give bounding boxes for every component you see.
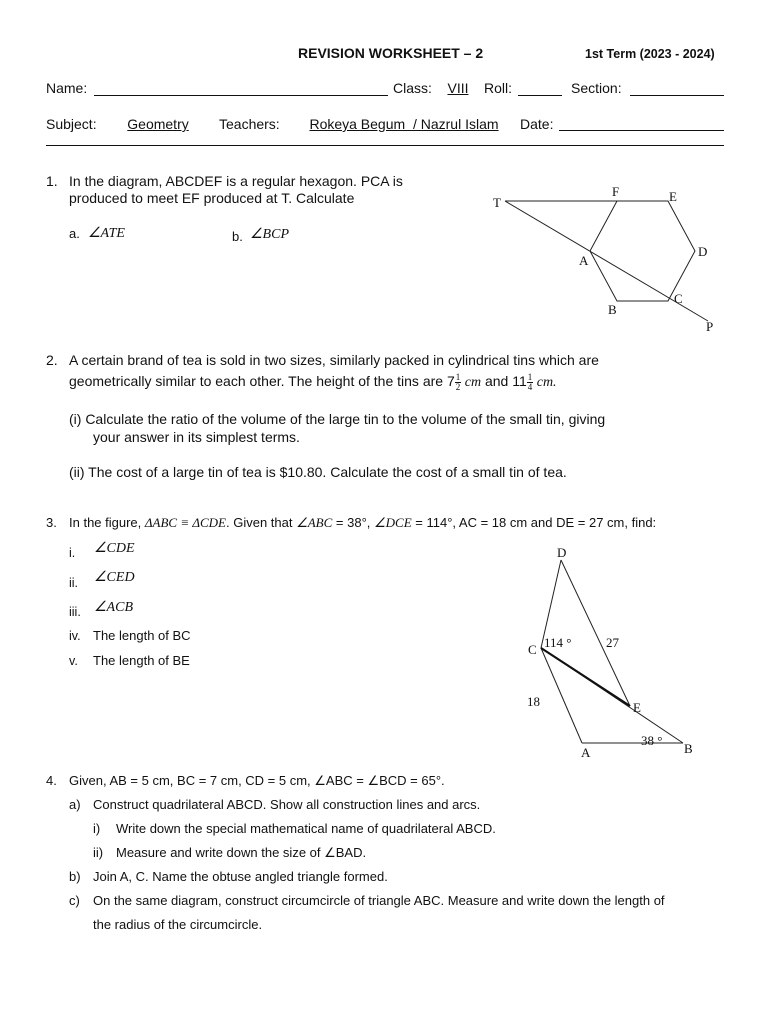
point-b-label: B: [684, 741, 693, 756]
teachers-label: Teachers:: [219, 116, 280, 132]
q3-item-text: The length of BC: [93, 628, 191, 643]
q1-number: 1.: [46, 173, 58, 189]
fraction-quarter-den: 4: [527, 382, 533, 392]
point-c-label: C: [674, 291, 683, 306]
point-e-label: E: [669, 189, 677, 204]
side-de-label: 27: [606, 635, 619, 650]
q2-part-i-line1: (i) Calculate the ratio of the volume of the large tin to the volume of the small tin, giving: [69, 411, 606, 427]
q3-intro-a: In the figure,: [69, 515, 145, 530]
teachers-value: Rokeya Begum / Nazrul Islam: [309, 116, 499, 132]
point-a-label: A: [581, 745, 591, 760]
q2-part-ii: (ii) The cost of a large tin of tea is $10.80. Calculate the cost of a small tin of tea.: [69, 464, 567, 480]
subject-value: Geometry: [127, 116, 189, 132]
q4-number: 4.: [46, 773, 57, 788]
fraction-quarter-num: 1: [527, 372, 533, 382]
point-f-label: F: [612, 184, 620, 199]
q1b-label: b.: [232, 229, 243, 244]
q1b-text: ∠BCP: [250, 227, 289, 242]
q3-congruence: ΔABC ≡ ΔCDE: [144, 515, 226, 530]
point-c-label: C: [528, 642, 537, 657]
worksheet-title: REVISION WORKSHEET – 2: [298, 45, 484, 61]
q4-given: Given, AB = 5 cm, BC = 7 cm, CD = 5 cm, ∠ABC = ∠BCD = 65°.: [69, 773, 445, 788]
q3-intro-b: . Given that: [225, 515, 297, 530]
term-label: 1st Term (2023 - 2024): [585, 47, 715, 61]
point-a-label: A: [579, 253, 589, 268]
fraction-half-den: 2: [455, 382, 461, 392]
q4aii-text: Measure and write down the size of ∠BAD.: [116, 845, 367, 860]
q3-intro-d: = 114°, AC = 18 cm and DE = 27 cm, find:: [411, 515, 657, 530]
roll-label: Roll:: [484, 80, 513, 96]
point-d-label: D: [557, 545, 567, 560]
q2-and: and 11: [481, 373, 527, 390]
q1-line2: produced to meet EF produced at T. Calculate: [69, 190, 355, 206]
q3-item-label: iv.: [69, 629, 81, 643]
name-label: Name:: [46, 80, 88, 96]
q3-intro-c: = 38°,: [332, 515, 374, 530]
q3-number: 3.: [46, 515, 57, 530]
date-label: Date:: [520, 116, 554, 132]
q4ai-text: Write down the special mathematical name of quadrilateral ABCD.: [116, 821, 496, 836]
unit-cm-1: cm: [461, 375, 482, 391]
section-label: Section:: [571, 80, 622, 96]
angle-b-label: 38 °: [641, 733, 663, 748]
subject-label: Subject:: [46, 116, 97, 132]
point-p-label: P: [706, 319, 714, 334]
side-ac-label: 18: [527, 694, 540, 709]
q3-angle-dce: ∠DCE: [374, 515, 412, 530]
q1a-label: a.: [69, 226, 80, 241]
q4c-line1: On the same diagram, construct circumcircle of triangle ABC. Measure and write down the length of: [93, 893, 665, 908]
angle-c-label: 114 °: [544, 635, 572, 650]
q1-line1: In the diagram, ABCDEF is a regular hexagon. PCA is: [69, 173, 403, 189]
q3-item-text: ∠CDE: [94, 541, 135, 556]
point-t-label: T: [493, 195, 501, 210]
q1a-text: ∠ATE: [88, 226, 125, 241]
q3-item-label: ii.: [69, 576, 79, 590]
q2-line1: A certain brand of tea is sold in two sizes, similarly packed in cylindrical tins which are: [69, 352, 599, 368]
q4a-label: a): [69, 797, 81, 812]
point-e-label: E: [633, 700, 641, 715]
q3-item-label: iii.: [69, 605, 81, 619]
q4c-line2: the radius of the circumcircle.: [93, 917, 263, 932]
fraction-half-num: 1: [455, 372, 461, 382]
q3-item-text: The length of BE: [93, 653, 190, 668]
q4b-text: Join A, C. Name the obtuse angled triangle formed.: [93, 869, 388, 884]
point-d-label: D: [698, 244, 708, 259]
unit-cm-2: cm.: [533, 375, 557, 391]
q3-angle-abc: ∠ABC: [296, 515, 333, 530]
q3-item-text: ∠ACB: [94, 600, 133, 615]
q4b-label: b): [69, 869, 81, 884]
q2-part-i-line2: your answer in its simplest terms.: [93, 429, 300, 445]
q3-item-label: v.: [69, 654, 78, 668]
q3-item-label: i.: [69, 546, 76, 560]
q4a-text: Construct quadrilateral ABCD. Show all construction lines and arcs.: [93, 797, 481, 812]
q3-item-text: ∠CED: [94, 570, 135, 585]
class-value: VIII: [447, 80, 469, 96]
q2-number: 2.: [46, 352, 58, 368]
q4c-label: c): [69, 893, 80, 908]
point-b-label: B: [608, 302, 617, 317]
q4aii-label: ii): [93, 845, 104, 860]
q4ai-label: i): [93, 821, 101, 836]
class-label: Class:: [393, 80, 432, 96]
q2-line2-text: geometrically similar to each other. The height of the tins are 7: [69, 373, 455, 390]
